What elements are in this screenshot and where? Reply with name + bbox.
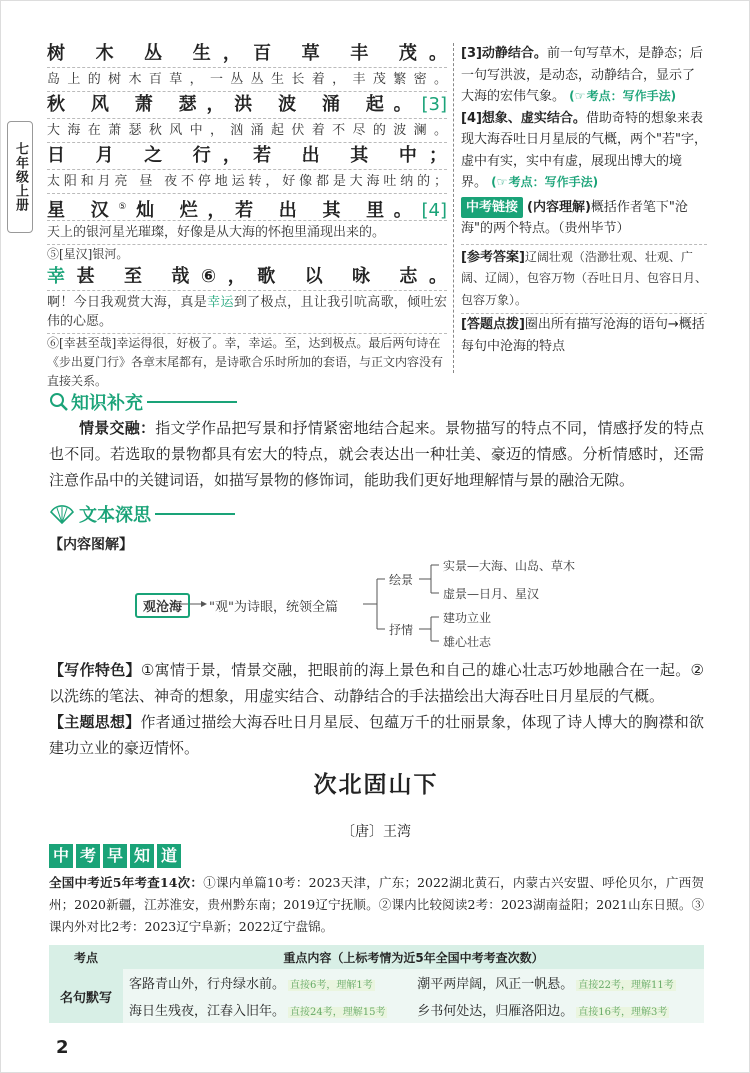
diagram-scene: 绘景 bbox=[389, 573, 414, 587]
exam-early-know: 中 考 早 知 道 bbox=[49, 844, 184, 868]
page-number: 2 bbox=[56, 1037, 69, 1058]
note-ref-4: [4] bbox=[421, 200, 447, 221]
poem-line-4: 星 汉⑤灿 烂，若 出 其 里。[4] bbox=[47, 200, 447, 221]
poem-title: 次北固山下 bbox=[313, 772, 439, 798]
diagram-real: 实景—大海、山岛、草木 bbox=[443, 559, 576, 573]
knowledge-text: 情景交融：指文学作品把写景和抒情紧密地结合起来。景物描写的特点不同，情感抒发的特点也不同。若选取的景物都具有宏大的特点，就会表达出一种壮美、豪迈的情感。分析情感时，还需注意作品中的关键词语，如描写景物的修饰词，能助我们更好地理解情与景的融洽无隙。 bbox=[49, 419, 704, 489]
pointing-hand-icon: ☞ bbox=[496, 175, 508, 189]
content-diagram bbox=[101, 551, 661, 661]
translation-4: 天上的银河星光璀璨，好像是从大海的怀抱里涌现出来的。 bbox=[47, 220, 447, 245]
diagram-center: "观"为诗眼，统领全篇 bbox=[209, 600, 338, 615]
answer-tip: [答题点拨]圈出所有描写沧海的语句→概括每句中沧海的特点 bbox=[461, 317, 705, 354]
theme: 【主题思想】作者通过描绘大海吞吐日月星辰、包蕴万千的壮丽景象，体现了诗人博大的胸襟和欲建功立业的豪迈情怀。 bbox=[49, 713, 704, 757]
poem-line-3: 日 月 之 行，若 出 其 中； bbox=[47, 145, 447, 166]
note-5: ⑤[星汉]银河。 bbox=[47, 247, 129, 261]
diagram-label: 【内容图解】 bbox=[49, 537, 133, 553]
column-divider bbox=[453, 43, 454, 373]
poem-column bbox=[47, 41, 447, 391]
exam-link-label: 中考链接 bbox=[461, 197, 523, 219]
note-6: ⑥[幸甚至哉]幸运得很，好极了。幸，幸运。至，达到极点。最后两句诗在《步出夏门行》各章末尾都有，是诗歌合乐时所加的套语，与正文内容没有直接关系。 bbox=[47, 336, 444, 388]
translation-2: 大海在萧瑟秋风中，汹涌起伏着不尽的波澜。 bbox=[47, 118, 447, 143]
reference-answer: [参考答案]辽阔壮观（浩渺壮观、壮观、广阔、辽阔），包容万物（吞吐日月、包容日月、包容万象）。 bbox=[461, 244, 707, 315]
diagram-root: 观沧海 bbox=[135, 593, 190, 618]
pointing-hand-icon: ☞ bbox=[574, 89, 586, 103]
translation-1: 岛上的树木百草，一丛丛生长着，丰茂繁密。 bbox=[47, 67, 447, 92]
col-header-content: 重点内容（上标考情为近5年全国中考考查次数） bbox=[123, 945, 704, 969]
exam-point-tag: (☞考点：写作手法) bbox=[491, 175, 598, 189]
grade-tab: 七年级上册 bbox=[7, 121, 33, 233]
exam-link: 中考链接 (内容理解)概括作者笔下"沧海"的两个特点。（贵州毕节） bbox=[461, 197, 707, 240]
exam-point-tag: (☞考点：写作手法) bbox=[569, 89, 676, 103]
diagram-emotion: 抒情 bbox=[389, 623, 414, 637]
note-ref-3: [3] bbox=[421, 94, 447, 115]
translation-5: 啊！今日我观赏大海，真是幸运到了极点，且让我引吭高歌，倾吐宏伟的心愿。 bbox=[47, 290, 447, 334]
poem-line-5: 幸甚 至 哉⑥，歌 以 咏 志。 bbox=[47, 266, 447, 287]
table-row: 海日生残夜，江春入旧年。 直接24考，理解15考 乡书何处达，归雁洛阳边。 直接16考，理解3考 bbox=[49, 996, 704, 1023]
translation-3: 太阳和月亮 昼 夜不停地运转，好像都是大海吐纳的； bbox=[47, 169, 447, 194]
deep-thinking-heading: 文本深思 bbox=[49, 501, 235, 527]
exam-stats: 全国中考近5年考查14次：①课内单篇10考：2023天津，广东；2022湖北黄石，内蒙古兴安盟、呼伦贝尔，广西贺州；2020新疆，江苏淮安，贵州黔东南；2019辽宁抚顺。②课内比较阅读2考：2023湖南益阳；2021山东日照。③课内外对比2考：2023辽宁阜新；2022辽宁盘锦。 bbox=[49, 875, 705, 934]
writing-features: 【写作特色】①寓情于景，情景交融，把眼前的海上景色和自己的雄心壮志巧妙地融合在一起。②以洗练的笔法、神奇的想象，用虚实结合、动静结合的手法描绘出大海吞吐日月星辰的气概。 bbox=[49, 661, 704, 705]
poem-line-1: 树 木 丛 生，百 草 丰 茂。 bbox=[47, 43, 447, 64]
diagram-ambition: 建功立业 bbox=[443, 611, 492, 625]
knowledge-heading: 知识补充 bbox=[49, 389, 237, 415]
annotation-column bbox=[461, 43, 707, 357]
poem-author: 〔唐〕王湾 bbox=[341, 824, 411, 840]
key-content-table bbox=[49, 945, 704, 1023]
poem-line-2: 秋 风 萧 瑟，洪 波 涌 起。[3] bbox=[47, 94, 447, 115]
col-header-point: 考点 bbox=[49, 945, 123, 969]
diagram-virtual: 虚景—日月、星汉 bbox=[443, 587, 540, 601]
fan-icon bbox=[49, 504, 75, 524]
magnifier-icon bbox=[49, 392, 69, 412]
row-label: 名句默写 bbox=[49, 969, 123, 1023]
annotation-4: [4]想象、虚实结合。借助奇特的想象来表现大海吞吐日月星辰的气概，两个"若"字，虚中有实，实中有虚，展现出博大的境界。 (☞考点：写作手法) bbox=[461, 108, 707, 194]
annotation-3: [3]动静结合。前一句写草木，是静态；后一句写洪波，是动态，动静结合，显示了大海的宏伟气象。 (☞考点：写作手法) bbox=[461, 43, 707, 108]
diagram-aspiration: 雄心壮志 bbox=[443, 635, 492, 649]
table-row: 名句默写 客路青山外，行舟绿水前。 直接6考，理解1考 潮平两岸阔，风正一帆悬。 直接22考，理解11考 bbox=[49, 969, 704, 996]
